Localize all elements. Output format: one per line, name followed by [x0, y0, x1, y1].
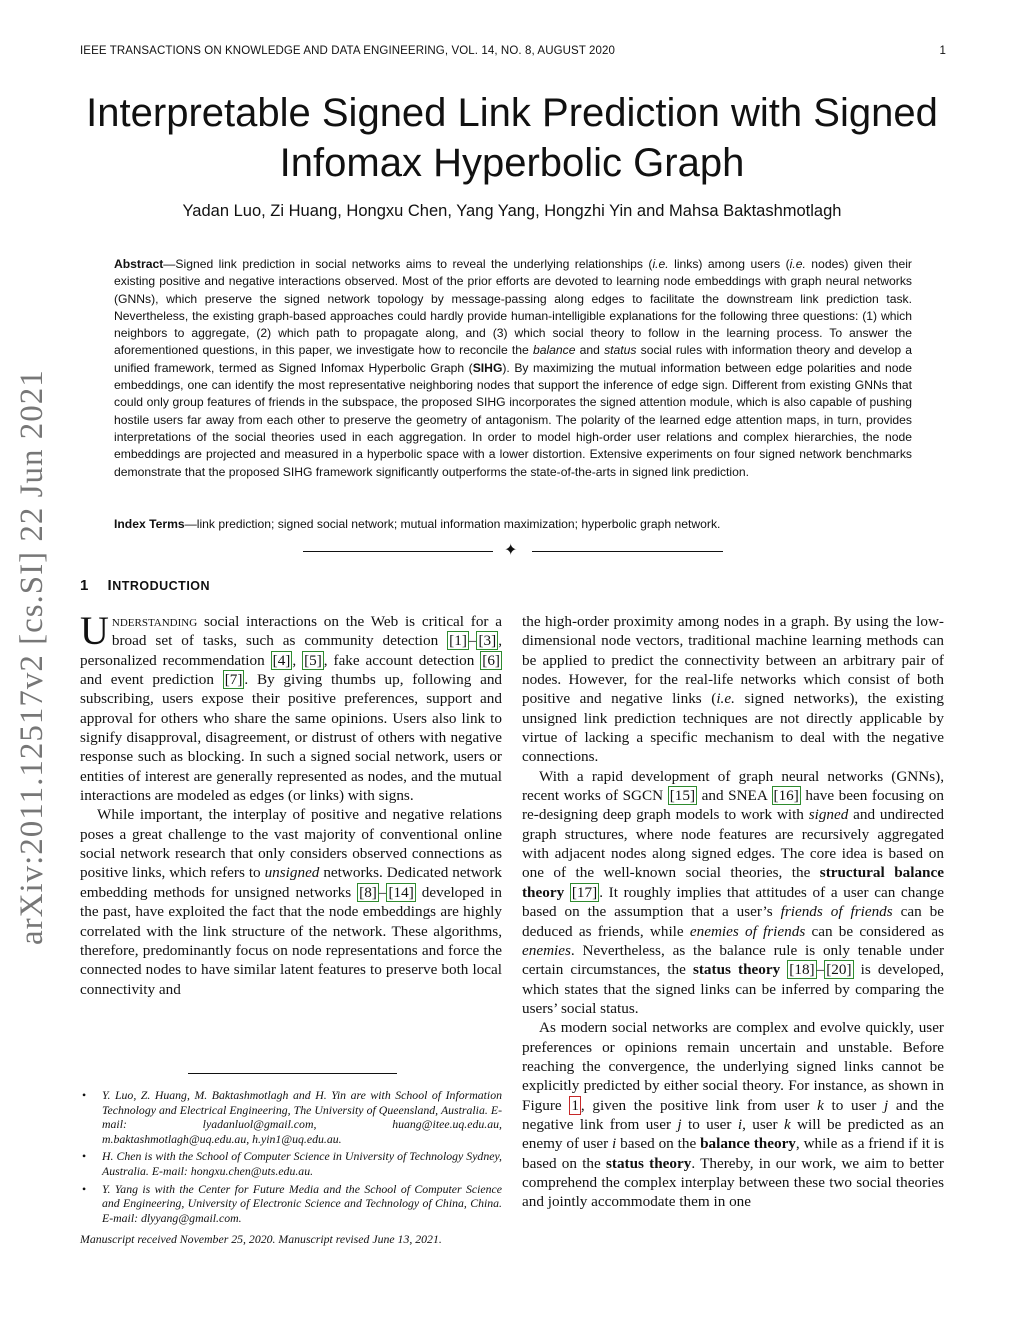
arxiv-stamp: arXiv:2011.12517v2 [cs.SI] 22 Jun 2021: [14, 369, 50, 945]
body-text: . Thereby, in our work, we aim to better comprehend the complex interplay between these two social theories and jointly accommodate them in one: [522, 1154, 944, 1211]
bullet-icon: •: [82, 1181, 87, 1196]
abstract-text: and: [575, 343, 605, 358]
page-number: 1: [939, 45, 946, 57]
figure-link[interactable]: 1: [571, 1096, 579, 1114]
bold-term: status theory: [605, 1154, 692, 1172]
abstract-text: —Signed link prediction in social networks aims to reveal the underlying relationships (: [163, 257, 653, 271]
math-var: i: [737, 1115, 743, 1133]
intro-paragraph-4: [522, 767, 944, 1018]
bold-term: structural balance theory: [522, 864, 944, 901]
abstract-text: links) among users (: [668, 257, 790, 271]
citation-link[interactable]: [5]: [304, 651, 322, 669]
smallcaps-lead: nderstanding: [111, 613, 198, 630]
body-text: to user: [823, 1096, 884, 1114]
section-title-rest: NTRODUCTION: [112, 579, 211, 593]
body-text: can be considered as: [805, 922, 944, 940]
citation-link[interactable]: [20]: [826, 961, 852, 979]
body-text: is developed, which states that the signed links can be inferred by comparing the users’ social status.: [522, 961, 945, 1017]
title-line-2: Infomax Hyperbolic Graph: [279, 141, 745, 185]
footnote-text: Y. Luo, Z. Huang, M. Baktashmotlagh and H. Yin are with School of Information Technology and Electrical Engineering, The University of Queensland, Australia. E-mail: lyadanluol@gmail.com, huang@itee.uq.edu.au, m.baktashmotlagh@uq.edu.au, h.yin1@uq.edu.au.: [102, 1088, 502, 1146]
body-text: As modern social networks are complex and evolve quickly, user preferences or opinions remain uncertain and unstable. Before reaching the convergence, the underlying signed links cannot be explicitly predicted by either social theory. For instance, as shown in Figure: [522, 1019, 944, 1114]
emphasis: enemies: [522, 941, 571, 959]
body-text: and undirected graph structures, where node features are recursively aggregated with adjacent nodes along signed edges. The core idea is based on one of the well-known social theories, the: [522, 806, 944, 882]
right-column: [522, 612, 944, 1212]
index-terms-text: —link prediction; signed social network; mutual information maximization; hyperbolic graph network.: [184, 517, 721, 531]
body-text: networks. Dedicated network embedding methods for unsigned networks: [80, 864, 502, 901]
body-text: and event prediction: [80, 671, 223, 689]
body-text: –: [816, 961, 825, 979]
footnote-item: [80, 1182, 502, 1226]
footnote-item: [80, 1088, 502, 1146]
intro-paragraph-3: [522, 612, 944, 767]
body-text: , while as a friend if it is based on the: [522, 1135, 945, 1172]
footnote-text: Y. Yang is with the Center for Future Media and the School of Computer Science and Engineering, University of Electronic Science and Technology of China, China. E-mail: dlyyang@gmail.com.: [102, 1181, 502, 1225]
citation-link[interactable]: [6]: [482, 651, 500, 669]
footnote-item: [80, 1149, 502, 1178]
index-terms-label: Index Terms: [114, 517, 185, 531]
journal-info: IEEE TRANSACTIONS ON KNOWLEDGE AND DATA ENGINEERING, VOL. 14, NO. 8, AUGUST 2020: [80, 45, 616, 57]
math-var: j: [677, 1115, 682, 1133]
body-text: , user: [742, 1115, 784, 1133]
footnote-text: H. Chen is with the School of Computer Science in University of Technology Sydney, Australia. E-mail: hongxu.chen@uts.edu.au.: [102, 1149, 502, 1178]
abstract-text: ). By maximizing the mutual information between edge polarities and node embeddings, one can identify the most representative neighboring nodes that support the inference of edge sign. Different from existing GNNs that could only group features of friends in the subspace, the proposed SIHG incorporates the signed attention module, which is also capable of pushing hostile users far away from each other to preserve the geometry of antagonism. The polarity of the learned edge attention maps, in turn, provides interpretations of the social theories used in each aggregation. In order to model high-order user relations and complex hierarchies, the node embeddings are projected and measured in a hyperbolic space with a lower distortion. Extensive experiments on four signed network benchmarks demonstrate that the proposed SIHG framework significantly outperforms the state-of-the-arts in signed link prediction.: [114, 360, 912, 479]
intro-paragraph-1: [80, 608, 503, 805]
section-title-initial: I: [107, 577, 113, 594]
math-var: i: [612, 1135, 617, 1153]
divider-star-icon: ✦: [504, 542, 518, 559]
emphasis: signed: [808, 806, 849, 824]
section-heading: [80, 577, 210, 594]
index-terms: [114, 516, 912, 533]
intro-paragraph-2: [80, 805, 502, 998]
body-text: the high-order proximity among nodes in a graph. By using the low-dimensional node vectors, traditional machine learning methods can be applied to predict the connectivity between an arbitrary pair of nodes. However, for the real-life networks which consist of both positive and negative links (: [522, 613, 944, 708]
body-text: signed networks), the existing unsigned link prediction techniques are not directly applicable by virtue of lacking a specific mechanism to deal with the negative connections.: [522, 690, 944, 766]
body-text: and SNEA: [697, 787, 772, 805]
abstract-status-term: status: [604, 343, 637, 358]
abstract-sihg-acronym: SIHG: [472, 360, 503, 375]
citation-link[interactable]: [18]: [789, 961, 815, 979]
citation-link[interactable]: [4]: [272, 651, 291, 669]
body-text: With a rapid development of graph neural networks (GNNs), recent works of SGCN: [522, 767, 944, 805]
body-text: will be predicted as an enemy of user: [522, 1115, 944, 1153]
abstract-label: Abstract: [114, 257, 164, 271]
body-text: ,: [292, 651, 303, 669]
body-text: . It roughly implies that attitudes of a user can change based on the assumption that a user’s: [522, 883, 945, 921]
bullet-icon: •: [82, 1149, 87, 1164]
body-text: –: [378, 883, 387, 901]
body-text: developed in the past, have exploited the fact that the node embeddings are highly correlated with the link structure of the network. These algorithms, therefore, predominantly focus on node representations and force the connected nodes to have similar latent features to preserve both local connectivity and: [80, 883, 502, 998]
body-text: –: [468, 632, 477, 650]
body-text: While important, the interplay of positive and negative relations poses a great challenge to the vast majority of conventional online social network research that only considers observed connections as positive links, which refers to: [80, 806, 502, 882]
intro-paragraph-5: [522, 1018, 944, 1211]
footnotes: [80, 1088, 502, 1228]
left-column: [80, 608, 503, 999]
body-text: , personalized recommendation: [80, 632, 502, 669]
body-text: , given the positive link from user: [580, 1096, 818, 1114]
manuscript-dates: Manuscript received November 25, 2020. Manuscript revised June 13, 2021.: [80, 1232, 442, 1246]
section-divider: [303, 542, 723, 562]
citation-link[interactable]: [3]: [478, 632, 497, 650]
body-text: . By giving thumbs up, following and subscribing, users expose their positive preferences, support and approval for others who share the same opinions. Users also link to signify disapproval, disagreement, or distrust of others with negative response such as blocking. In such a signed social network, users or entities of interest are generally represented as nodes, and the mutual interactions are modeled as edges (or links) with signs.: [80, 671, 503, 805]
bold-term: status theory: [692, 961, 781, 979]
footnote-rule: [188, 1073, 397, 1074]
abstract-ie: i.e.: [789, 257, 806, 271]
body-text: , fake account detection: [323, 651, 481, 669]
abstract-text: nodes) given their existing positive and negative interactions observed. Most of the prior efforts are devoted to learning node embeddings with graph neural networks (GNNs), which preserve the signed network topology by message-passing along edges to facilitate the downstream link prediction task. Nevertheless, the existing graph-based approaches could hardly provide human-intelligible explanations for the following three questions: (1) which neighbors to aggregate, (2) which path to propagate along, and (3) which social theory to follow in the learning process. To answer the aforementioned questions, in this paper, we investigate how to reconcile the: [114, 257, 912, 358]
math-var: j: [883, 1096, 889, 1114]
citation-link[interactable]: [15]: [669, 787, 696, 805]
author-list: Yadan Luo, Zi Huang, Hongxu Chen, Yang Yang, Hongzhi Yin and Mahsa Baktashmotlagh: [182, 202, 842, 220]
divider-line-right: [532, 551, 723, 552]
citation-link[interactable]: [8]: [359, 883, 377, 901]
citation-link[interactable]: [17]: [571, 883, 598, 901]
body-text: . Nevertheless, as the balance rule is only tenable under certain circumstances, the: [522, 941, 944, 979]
bold-term: balance theory: [700, 1135, 796, 1153]
body-text: social interactions on the Web is critical for a broad set of tasks, such as community detection: [111, 613, 502, 650]
abstract: [114, 256, 912, 481]
citation-link[interactable]: [7]: [224, 671, 243, 689]
math-var: k: [783, 1115, 791, 1133]
abstract-balance-term: balance: [532, 343, 576, 358]
body-text: have been focusing on re-designing deep graph models to work with: [522, 787, 944, 824]
citation-link[interactable]: [16]: [773, 787, 799, 805]
body-text: and the negative link from user: [522, 1096, 945, 1133]
running-head: [80, 45, 946, 57]
abstract-text: social rules with information theory and develop a unified framework, termed as Signed Infomax Hyperbolic Graph (: [114, 343, 912, 375]
section-number: 1: [80, 577, 89, 594]
body-text: based on the: [616, 1135, 701, 1153]
paper-title: [60, 88, 964, 188]
body-text: can be deduced as friends, while: [522, 903, 944, 940]
emphasis: i.e.: [716, 690, 735, 708]
abstract-ie: i.e.: [652, 257, 669, 271]
citation-link[interactable]: [1]: [449, 632, 467, 650]
emphasis: friends of friends: [780, 903, 893, 921]
body-text: to user: [681, 1115, 738, 1133]
drop-cap: U: [80, 608, 109, 653]
emphasis: unsigned: [264, 864, 320, 882]
title-line-1: Interpretable Signed Link Prediction with Signed: [86, 91, 938, 135]
citation-link[interactable]: [14]: [388, 883, 414, 901]
emphasis: enemies of friends: [689, 922, 806, 940]
divider-line-left: [303, 551, 493, 552]
bullet-icon: •: [82, 1088, 87, 1102]
math-var: k: [817, 1096, 824, 1114]
